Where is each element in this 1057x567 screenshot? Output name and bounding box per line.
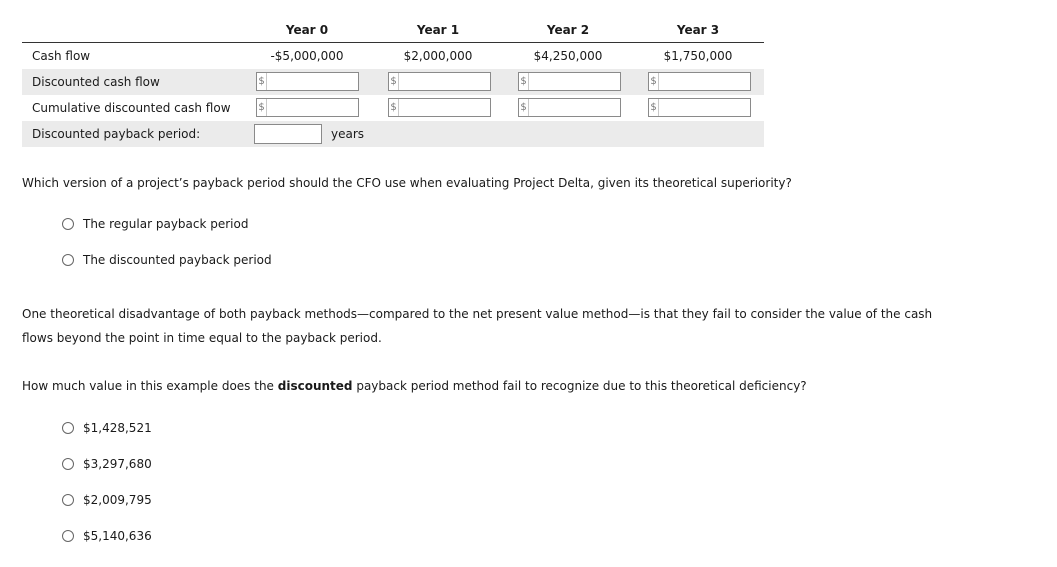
question-2-emphasis: discounted [277,379,353,393]
dollar-sign: $ [389,73,399,90]
statement-paragraph [22,302,932,350]
header-year-1: Year 1 [416,23,460,37]
dollar-sign: $ [257,99,267,116]
cumulative-dcf-input-year-1[interactable] [388,98,491,117]
question-2 [22,374,807,398]
cash-flow-label: Cash flow [32,49,91,63]
cumulative-dcf-input-year-2[interactable] [518,98,621,117]
cumulative-dcf-label: Cumulative discounted cash flow [32,101,231,115]
header-year-0: Year 0 [285,23,329,37]
dcf-input-year-3[interactable] [648,72,751,91]
option-label: $1,428,521 [83,421,152,435]
radio-button[interactable] [62,422,74,434]
cash-flow-year-0: -$5,000,000 [270,49,344,63]
radio-button[interactable] [62,494,74,506]
option-label: $5,140,636 [83,529,152,543]
dcf-input-year-0[interactable] [256,72,359,91]
dollar-sign: $ [649,99,659,116]
header-year-3: Year 3 [676,23,720,37]
option-label: $2,009,795 [83,493,152,507]
dcf-input-year-2[interactable] [518,72,621,91]
dcf-input-year-1[interactable] [388,72,491,91]
discounted-cash-flow-label: Discounted cash flow [32,75,160,89]
dollar-sign: $ [257,73,267,90]
statement-line-1: One theoretical disadvantage of both payback methods—compared to the net present value method—is that they fail to consider the value of the cash [22,307,933,321]
radio-button[interactable] [62,458,74,470]
payback-period-label: Discounted payback period: [32,127,201,141]
statement-line-2: flows beyond the point in time equal to the payback period. [22,331,382,345]
cash-flow-year-2: $4,250,000 [533,49,603,63]
radio-button[interactable] [62,218,74,230]
option-label: $3,297,680 [83,457,152,471]
radio-button[interactable] [62,254,74,266]
radio-button[interactable] [62,530,74,542]
dollar-sign: $ [649,73,659,90]
cash-flow-row [22,43,764,69]
dollar-sign: $ [389,99,399,116]
payback-period-row [22,121,764,147]
question-1: Which version of a project’s payback period should the CFO use when evaluating Project Delta, given its theoretical superiority? [22,176,792,190]
question-2-text-end: payback period method fail to recognize due to this theoretical deficiency? [352,379,807,393]
question-2-text-start: How much value in this example does the [22,379,278,393]
option-label: The regular payback period [83,217,249,231]
payback-period-input[interactable] [254,124,322,144]
option-label: The discounted payback period [83,253,272,267]
years-unit: years [331,127,365,141]
header-year-2: Year 2 [546,23,590,37]
dollar-sign: $ [519,99,529,116]
cumulative-dcf-input-year-0[interactable] [256,98,359,117]
cumulative-dcf-row [22,95,764,121]
cash-flow-year-3: $1,750,000 [663,49,733,63]
cash-flow-year-1: $2,000,000 [403,49,473,63]
cumulative-dcf-input-year-3[interactable] [648,98,751,117]
dollar-sign: $ [519,73,529,90]
discounted-cash-flow-row [22,69,764,95]
